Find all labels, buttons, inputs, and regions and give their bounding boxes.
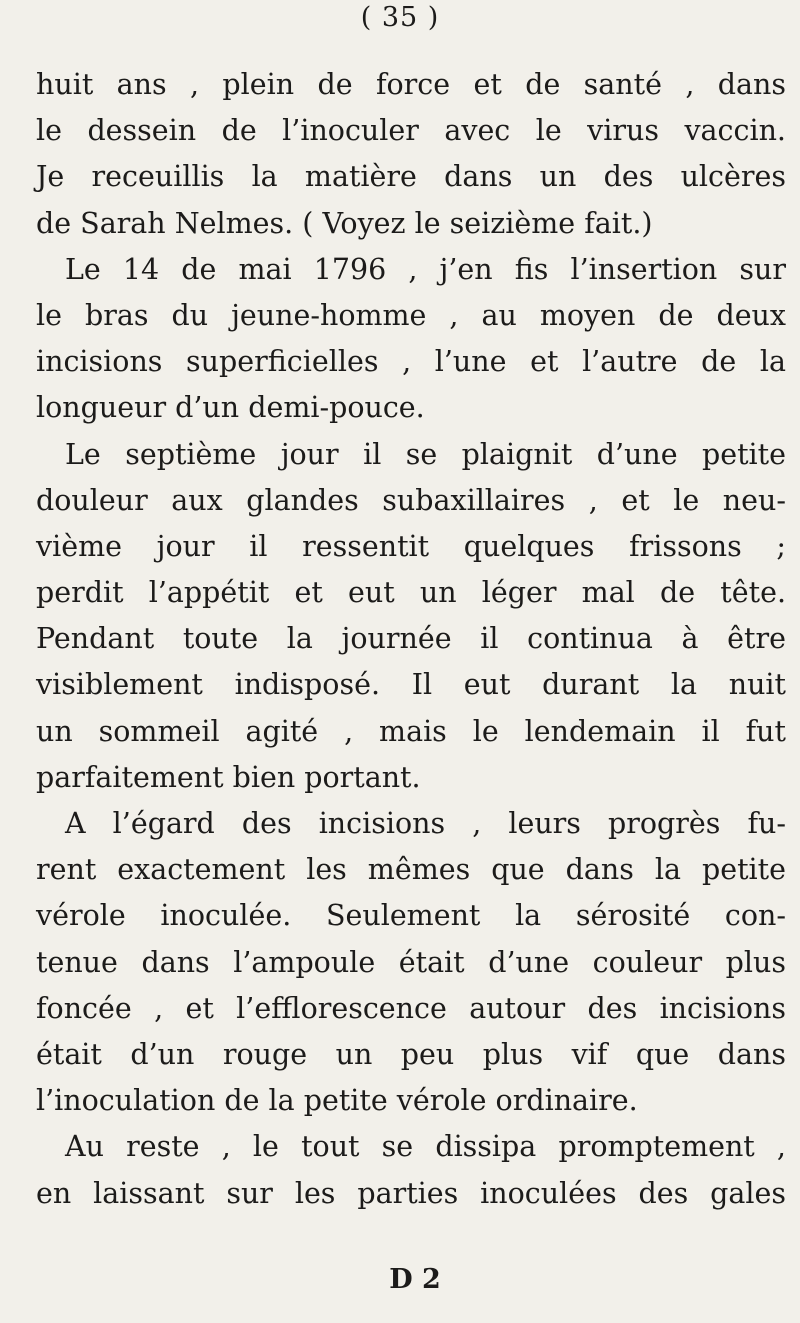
body-text <box>36 62 786 1217</box>
text-line: de Sarah Nelmes. ( Voyez le seizième fait.) <box>36 206 653 240</box>
text-line: huit ans , plein de force et de santé , dans <box>36 68 786 101</box>
text-line: était d’un rouge un peu plus vif que dans <box>36 1037 786 1071</box>
text-line: parfaitement bien portant. <box>36 760 421 794</box>
text-line: vième jour il ressentit quelques frissons ; <box>36 529 786 563</box>
text-line: perdit l’appétit et eut un léger mal de tête. <box>36 576 786 610</box>
text-line: visiblement indisposé. Il eut durant la nuit <box>36 668 786 702</box>
text-line: vérole inoculée. Seulement la sérosité con- <box>36 899 786 933</box>
text-line: le dessein de l’inoculer avec le virus vaccin. <box>36 114 786 148</box>
text-line: foncée , et l’efflorescence autour des incisions <box>36 991 786 1025</box>
text-line: le bras du jeune-homme , au moyen de deux <box>36 298 786 332</box>
text-line: Je receuillis la matière dans un des ulcères <box>36 160 786 194</box>
text-line: incisions superficielles , l’une et l’autre de la <box>36 345 786 379</box>
page-number: ( 35 ) <box>360 2 440 33</box>
text-line: un sommeil agité , mais le lendemain il fut <box>36 714 786 748</box>
text-line: tenue dans l’ampoule était d’une couleur plus <box>36 945 786 979</box>
text-line: Pendant toute la journée il continua à être <box>36 622 786 656</box>
text-line: A l’égard des incisions , leurs progrès fu- <box>65 807 786 840</box>
text-line: l’inoculation de la petite vérole ordinaire. <box>36 1084 638 1118</box>
text-line: Au reste , le tout se dissipa promptement , <box>65 1130 786 1164</box>
text-line: douleur aux glandes subaxillaires , et le neu- <box>36 483 786 517</box>
text-line: en laissant sur les parties inoculées des gales <box>36 1176 786 1210</box>
text-line: longueur d’un demi-pouce. <box>36 391 425 425</box>
text-line: Le septième jour il se plaignit d’une petite <box>65 437 786 471</box>
signature-mark: D 2 <box>389 1264 441 1295</box>
text-line: Le 14 de mai 1796 , j’en fis l’insertion sur <box>65 252 786 286</box>
text-line: rent exactement les mêmes que dans la petite <box>36 853 786 887</box>
